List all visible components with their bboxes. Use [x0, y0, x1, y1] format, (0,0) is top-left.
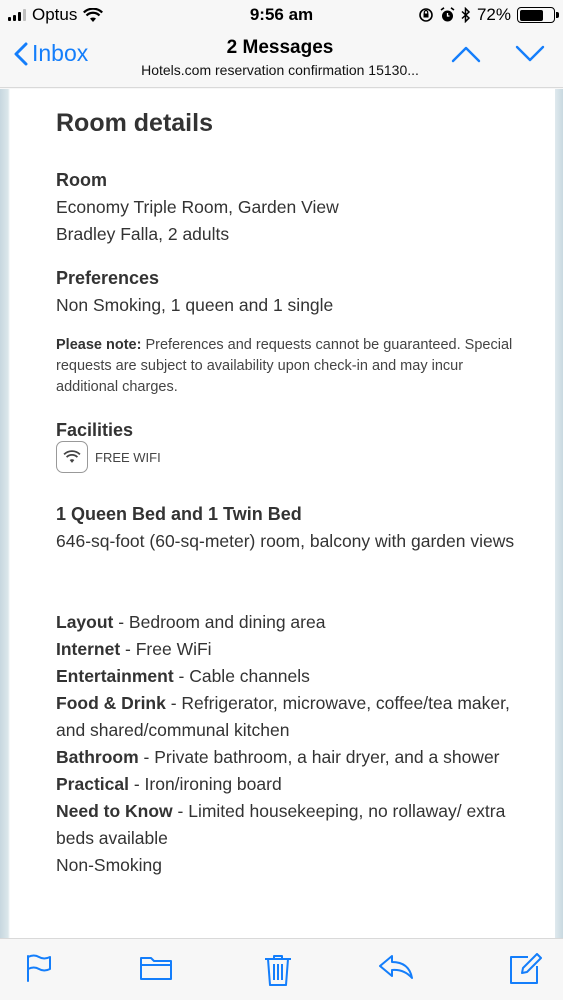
back-label: Inbox — [32, 40, 89, 66]
flag-icon — [24, 953, 52, 983]
amenities-section — [56, 609, 526, 879]
amenity-internet: Internet - Free WiFi — [56, 639, 212, 659]
orientation-lock-icon — [418, 7, 434, 23]
flag-button[interactable] — [24, 953, 52, 988]
note-text: Preferences and requests cannot be guaranteed. Special requests are subject to availability upon check-in and may incur additional charges. — [56, 337, 513, 395]
facility-wifi — [56, 441, 161, 473]
reply-icon — [378, 953, 414, 981]
room-details-heading: Room details — [56, 109, 213, 137]
facilities-label: Facilities — [56, 420, 134, 440]
nav-title-group — [110, 37, 450, 78]
trash-icon — [263, 953, 293, 987]
email-subject: Hotels.com reservation confirmation 15130... — [141, 62, 419, 78]
status-right — [418, 5, 555, 25]
room-section — [56, 167, 526, 248]
preferences-label: Preferences — [56, 268, 160, 288]
mail-toolbar — [0, 938, 563, 1000]
battery-fill — [520, 10, 544, 21]
amenity-practical: Practical - Iron/ironing board — [56, 774, 282, 794]
bed-description: 646-sq-foot (60-sq-meter) room, balcony with garden views — [56, 531, 515, 551]
back-to-inbox-button[interactable] — [14, 40, 88, 67]
bed-section — [56, 501, 526, 555]
room-label: Room — [56, 170, 107, 190]
amenity-entertainment: Entertainment - Cable channels — [56, 666, 310, 686]
wifi-facility-icon — [56, 441, 88, 473]
non-smoking: Non-Smoking — [56, 855, 163, 875]
room-type: Economy Triple Room, Garden View — [56, 197, 339, 217]
status-time: 9:56 am — [249, 5, 314, 24]
amenity-bathroom: Bathroom - Private bathroom, a hair dryer, and a shower — [56, 747, 500, 767]
email-viewport[interactable] — [0, 89, 563, 938]
move-to-folder-button[interactable] — [139, 953, 173, 986]
facility-wifi-label: FREE WIFI — [95, 449, 161, 465]
chevron-down-icon — [515, 44, 545, 64]
navigation-bar — [0, 32, 563, 88]
compose-icon — [508, 953, 542, 985]
chevron-left-icon — [14, 42, 28, 66]
carrier-name: Optus — [32, 5, 78, 24]
alarm-icon — [440, 7, 455, 23]
amenity-layout: Layout - Bedroom and dining area — [56, 612, 326, 632]
facilities-section — [56, 417, 526, 444]
folder-icon — [139, 953, 173, 981]
preferences-value: Non Smoking, 1 queen and 1 single — [56, 295, 334, 315]
compose-button[interactable] — [508, 953, 542, 990]
previous-message-button[interactable] — [451, 44, 481, 69]
next-message-button[interactable] — [515, 44, 545, 69]
please-note — [56, 335, 516, 398]
reply-button[interactable] — [378, 953, 414, 986]
status-bar — [0, 0, 563, 32]
battery-icon — [517, 7, 555, 23]
bluetooth-icon — [461, 7, 471, 23]
chevron-up-icon — [451, 44, 481, 64]
trash-button[interactable] — [263, 953, 293, 992]
bed-title: 1 Queen Bed and 1 Twin Bed — [56, 504, 302, 524]
message-count-title: 2 Messages — [226, 37, 334, 58]
room-guests: Bradley Falla, 2 adults — [56, 224, 230, 244]
note-label: Please note: — [56, 337, 142, 353]
battery-percent: 72% — [476, 5, 511, 24]
preferences-section — [56, 265, 526, 319]
email-body — [10, 89, 555, 938]
amenity-food-drink: Food & Drink - Refrigerator, microwave, coffee/tea maker, and shared/communal kitchen — [56, 693, 510, 740]
amenity-need-to-know: Need to Know - Limited housekeeping, no rollaway/ extra beds available — [56, 801, 506, 848]
